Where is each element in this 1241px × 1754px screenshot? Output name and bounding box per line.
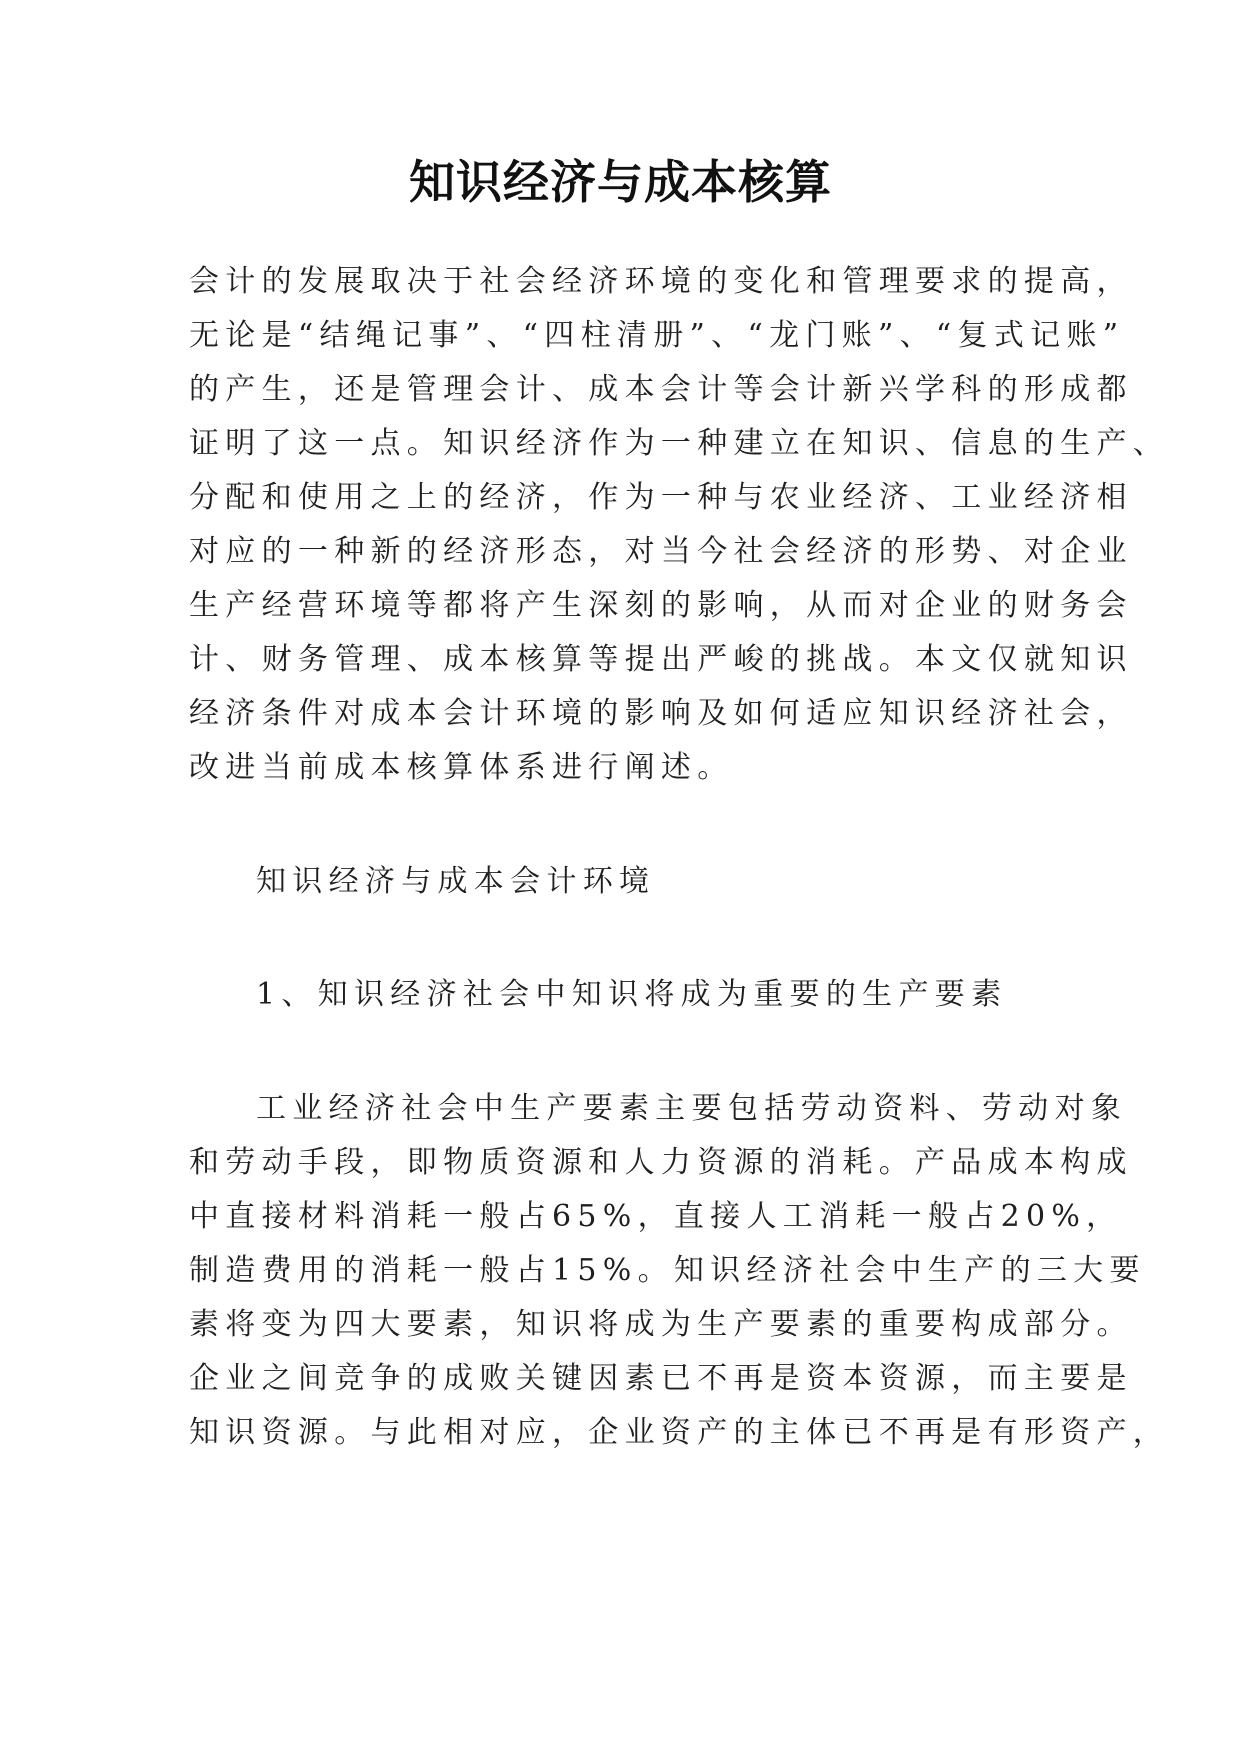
- body-line: 素将变为四大要素，知识将成为生产要素的重要构成部分。: [189, 1307, 1133, 1342]
- subsection-heading: 1、知识经济社会中知识将成为重要的生产要素: [256, 977, 1008, 1012]
- intro-line: 改进当前成本核算体系进行阐述。: [189, 750, 734, 785]
- section-heading: 知识经济与成本会计环境: [256, 864, 656, 899]
- intro-line: 证明了这一点。知识经济作为一种建立在知识、信息的生产、: [189, 426, 1170, 461]
- body-line: 和劳动手段，即物质资源和人力资源的消耗。产品成本构成: [189, 1145, 1133, 1180]
- intro-line: 分配和使用之上的经济，作为一种与农业经济、工业经济相: [189, 480, 1133, 515]
- body-line: 企业之间竞争的成败关键因素已不再是资本资源，而主要是: [189, 1361, 1133, 1396]
- intro-line: 经济条件对成本会计环境的影响及如何适应知识经济社会，: [189, 696, 1133, 731]
- body-line: 知识资源。与此相对应，企业资产的主体已不再是有形资产，: [189, 1415, 1170, 1450]
- intro-line: 对应的一种新的经济形态，对当今社会经济的形势、对企业: [189, 534, 1133, 569]
- body-line: 制造费用的消耗一般占15%。知识经济社会中生产的三大要: [189, 1253, 1146, 1288]
- body-line: 中直接材料消耗一般占65%，直接人工消耗一般占20%，: [189, 1199, 1123, 1234]
- intro-line: 的产生，还是管理会计、成本会计等会计新兴学科的形成都: [189, 372, 1133, 407]
- intro-line: 会计的发展取决于社会经济环境的变化和管理要求的提高，: [189, 264, 1133, 299]
- intro-line: 计、财务管理、成本核算等提出严峻的挑战。本文仅就知识: [189, 642, 1133, 677]
- intro-line: 无论是“结绳记事”、“四柱清册”、“龙门账”、“复式记账”: [189, 318, 1125, 353]
- body-line: 工业经济社会中生产要素主要包括劳动资料、劳动对象: [256, 1091, 1128, 1126]
- intro-line: 生产经营环境等都将产生深刻的影响，从而对企业的财务会: [189, 588, 1133, 623]
- document-title: 知识经济与成本核算: [409, 155, 832, 209]
